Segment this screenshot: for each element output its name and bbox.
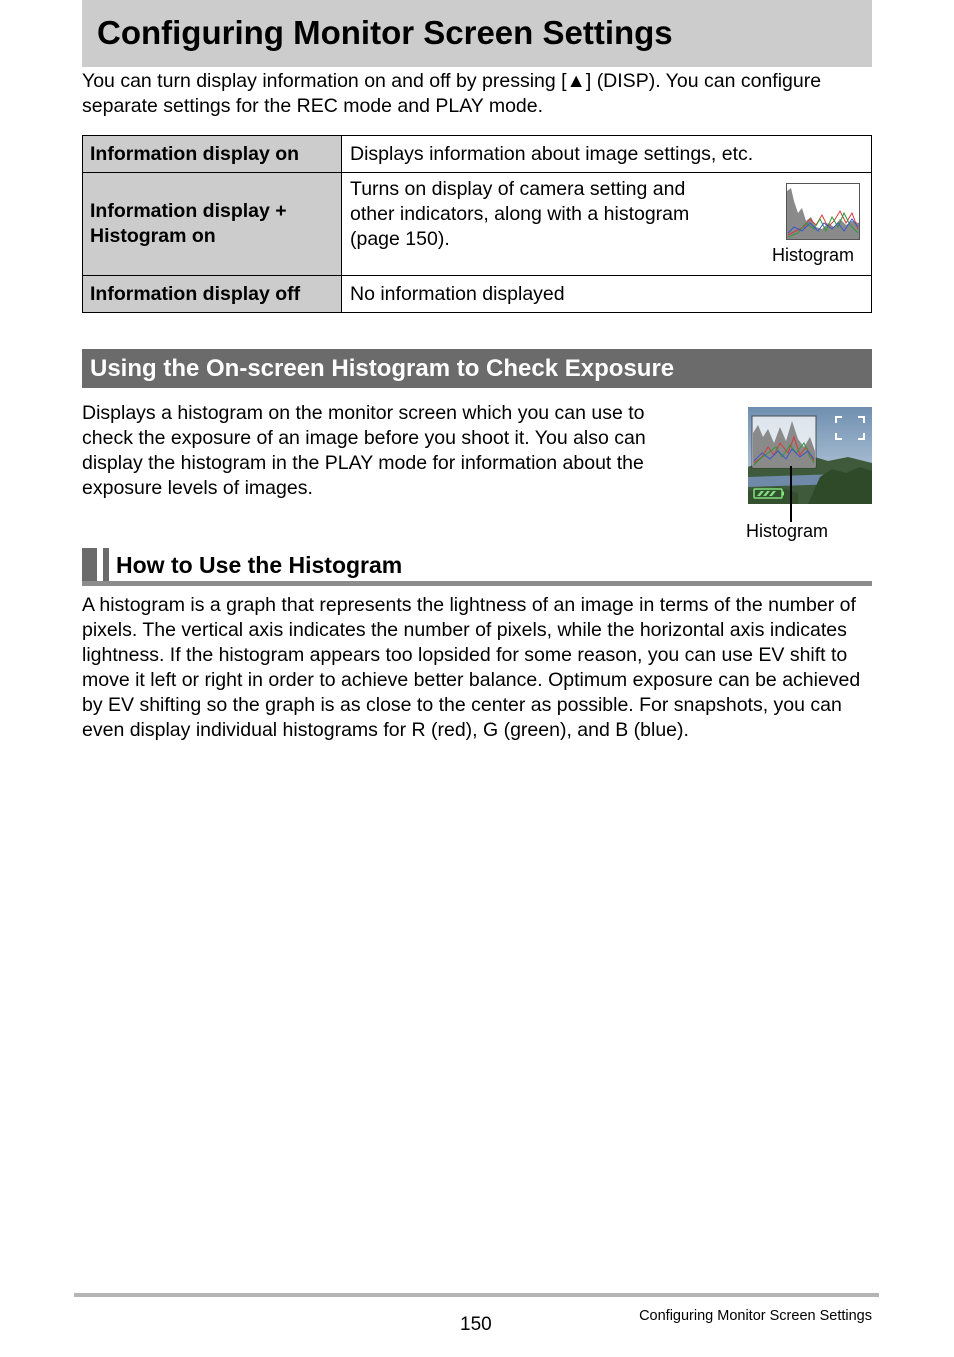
page-number: 150 <box>460 1314 492 1335</box>
row-value-cell <box>342 173 872 276</box>
section-heading: Using the On-screen Histogram to Check Exposure <box>90 355 675 382</box>
section-paragraph: Displays a histogram on the monitor screen which you can use to check the exposure of an image before you shoot it. You also can display the histogram in the PLAY mode for information about the exposure levels of images. <box>82 402 646 499</box>
row-value: No information displayed <box>342 276 872 313</box>
row-label: Information display off <box>83 276 342 313</box>
heading-underline <box>82 581 872 586</box>
row-value: Turns on display of camera setting and other indicators, along with a histogram (page 150). <box>350 178 690 250</box>
title-bar <box>82 0 872 67</box>
histogram-caption: Histogram <box>772 245 855 265</box>
table-row <box>83 173 872 276</box>
histogram-leader-line <box>790 466 792 522</box>
camera-screen-illustration <box>748 407 872 504</box>
table-row <box>83 136 872 173</box>
display-settings-table <box>82 135 872 313</box>
subsection-heading: How to Use the Histogram <box>116 552 403 578</box>
footer-rule <box>74 1293 879 1297</box>
subsection-heading-bar <box>82 548 872 586</box>
heading-marker-block <box>82 548 97 582</box>
page-title: Configuring Monitor Screen Settings <box>97 14 673 51</box>
row-value: Displays information about image settings, etc. <box>342 136 872 173</box>
subsection-paragraph: A histogram is a graph that represents the lightness of an image in terms of the number of pixels. The vertical axis indicates the number of pixels, while the horizontal axis indicates lightness. If the histogram appears too lopsided for some reason, you can use EV shift to move it left or right in order to achieve better balance. Optimum exposure can be achieved by EV shifting so the graph is as close to the center as possible. For snapshots, you can even display individual histograms for R (red), G (green), and B (blue). <box>82 594 861 741</box>
intro-paragraph: You can turn display information on and off by pressing [▲] (DISP). You can configure separate settings for the REC mode and PLAY mode. <box>82 70 822 117</box>
row-label: Information display on <box>83 136 342 173</box>
section-heading-bar <box>82 349 872 388</box>
row-label: Information display + Histogram on <box>83 173 342 276</box>
histogram-thumbnail <box>786 183 860 240</box>
footer-section-title: Configuring Monitor Screen Settings <box>639 1308 872 1324</box>
table-row <box>83 276 872 313</box>
heading-marker-stripe <box>103 548 109 582</box>
camera-histogram-caption: Histogram <box>746 521 829 541</box>
